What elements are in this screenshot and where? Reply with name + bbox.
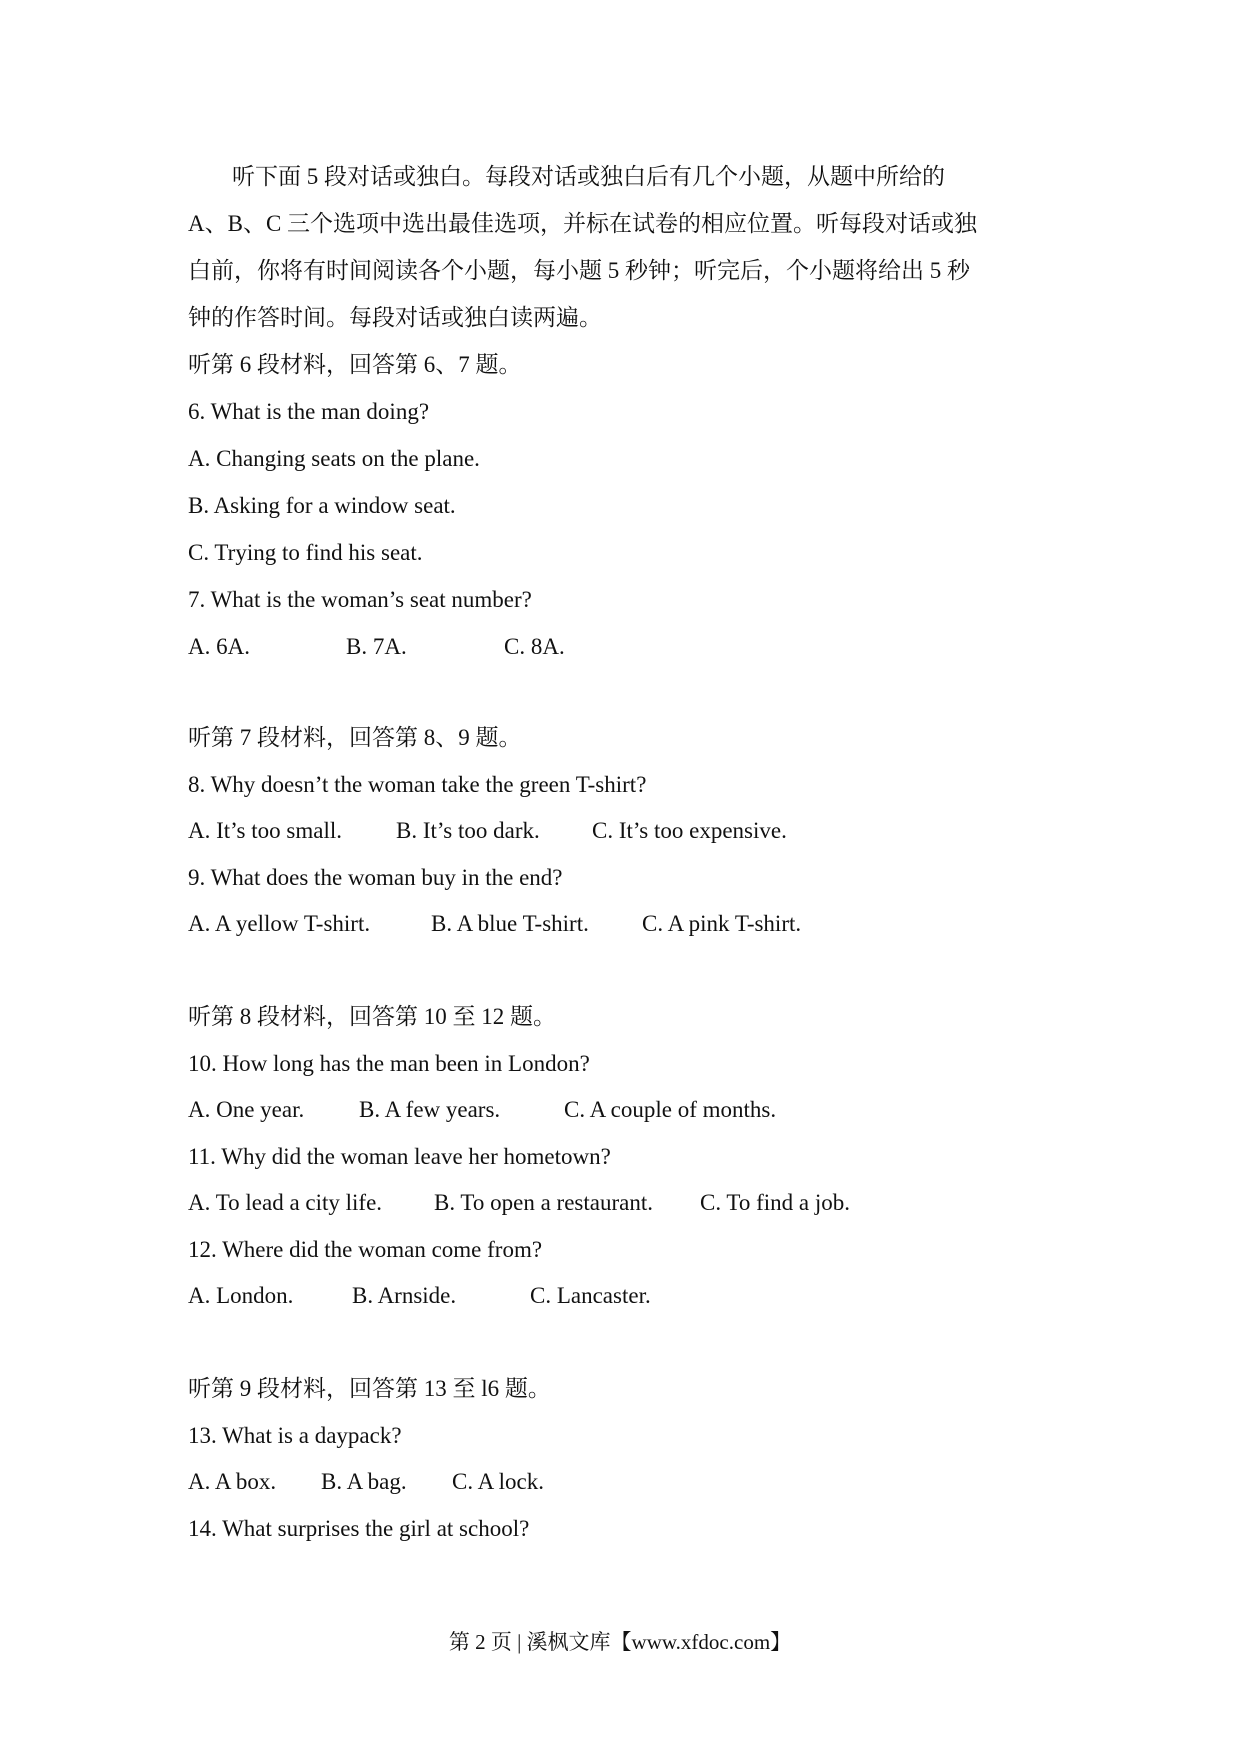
option-text: A. It’s too small.: [188, 818, 342, 843]
option-text: C. Lancaster.: [530, 1283, 651, 1308]
instructions-line: 白前，你将有时间阅读各个小题，每小题 5 秒钟；听完后，个小题将给出 5 秒: [188, 258, 970, 283]
option-text: B. A bag.: [321, 1469, 407, 1494]
section-heading: 听第 7 段材料，回答第 8、9 题。: [188, 725, 522, 750]
option-text: A. A box.: [188, 1469, 277, 1494]
section-heading: 听第 9 段材料，回答第 13 至 l6 题。: [188, 1376, 551, 1401]
option-row: [188, 816, 787, 846]
option-row: [188, 1281, 651, 1311]
option-row: [188, 632, 565, 662]
option-text: A. 6A.: [188, 634, 250, 659]
question-text: 11. Why did the woman leave her hometown?: [188, 1144, 611, 1169]
option-text: B. It’s too dark.: [396, 818, 540, 843]
section-heading: 听第 6 段材料，回答第 6、7 题。: [188, 352, 522, 377]
instructions-line: 钟的作答时间。每段对话或独白读两遍。: [188, 305, 602, 330]
option-text: C. 8A.: [504, 634, 565, 659]
question-text: 14. What surprises the girl at school?: [188, 1516, 530, 1541]
option-row: [188, 1467, 544, 1497]
option-text: A. To lead a city life.: [188, 1190, 383, 1215]
section-heading: 听第 8 段材料，回答第 10 至 12 题。: [188, 1004, 556, 1029]
question-text: 8. Why doesn’t the woman take the green T-shirt?: [188, 772, 647, 797]
option-text: C. A lock.: [452, 1469, 545, 1494]
option-text: B. Asking for a window seat.: [188, 493, 456, 518]
option-text: C. It’s too expensive.: [592, 818, 787, 843]
question-text: 6. What is the man doing?: [188, 399, 430, 424]
question-text: 13. What is a daypack?: [188, 1423, 402, 1448]
option-row: [188, 1188, 850, 1218]
option-text: B. To open a restaurant.: [434, 1190, 653, 1215]
option-row: [188, 909, 801, 939]
option-text: A. A yellow T-shirt.: [188, 911, 371, 936]
question-text: 7. What is the woman’s seat number?: [188, 587, 532, 612]
option-text: B. A few years.: [359, 1097, 501, 1122]
option-text: C. A pink T-shirt.: [642, 911, 802, 936]
option-text: A. One year.: [188, 1097, 305, 1122]
option-text: B. Arnside.: [352, 1283, 457, 1308]
page-footer: 第 2 页 | 溪枫文库【www.xfdoc.com】: [448, 1630, 792, 1654]
option-text: C. A couple of months.: [564, 1097, 777, 1122]
option-text: C. Trying to find his seat.: [188, 540, 423, 565]
option-text: B. A blue T-shirt.: [431, 911, 589, 936]
question-text: 10. How long has the man been in London?: [188, 1051, 590, 1076]
instructions-line: A、B、C 三个选项中选出最佳选项，并标在试卷的相应位置。听每段对话或独: [188, 211, 978, 236]
option-text: B. 7A.: [346, 634, 407, 659]
option-text: C. To find a job.: [700, 1190, 851, 1215]
question-text: 12. Where did the woman come from?: [188, 1237, 543, 1262]
option-text: A. Changing seats on the plane.: [188, 446, 480, 471]
instructions-line: 听下面 5 段对话或独白。每段对话或独白后有几个小题，从题中所给的: [232, 164, 945, 189]
option-row: [188, 1095, 776, 1125]
option-text: A. London.: [188, 1283, 294, 1308]
question-text: 9. What does the woman buy in the end?: [188, 865, 563, 890]
